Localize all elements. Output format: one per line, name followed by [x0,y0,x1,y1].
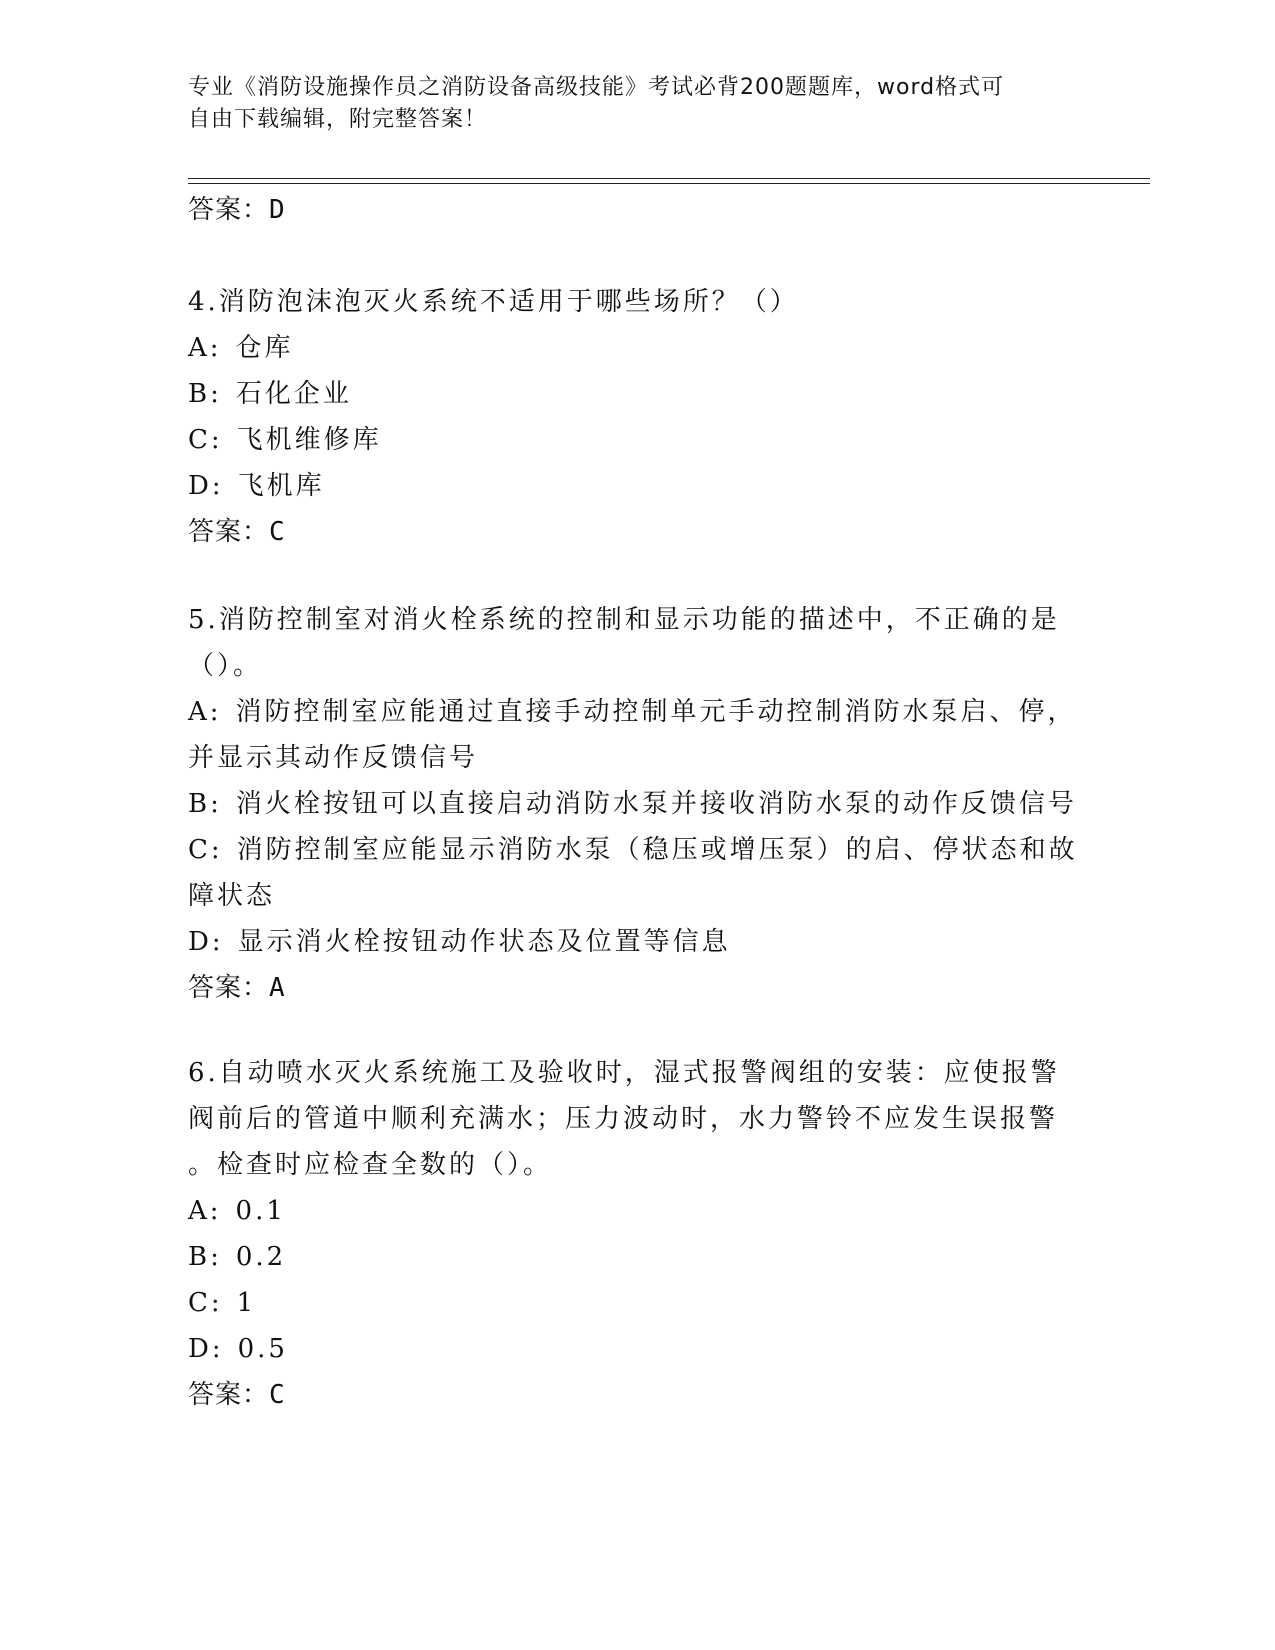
option-text: 0.2 [235,1242,287,1272]
question-stem-line-1: 6.自动喷水灭火系统施工及验收时，湿式报警阀组的安装：应使报警 [188,1058,1060,1088]
option-key: A: [188,1196,222,1226]
answer-label: 答案： [188,517,270,547]
answer [188,509,1088,555]
question-4 [188,279,1088,555]
answer-label: 答案： [188,1380,270,1410]
question-5 [188,597,1088,1011]
option-c [188,417,1088,463]
option-text: 飞机维修库 [236,425,382,455]
option-a [188,1188,1088,1234]
option-b [188,371,1088,417]
option-d [188,463,1088,509]
option-d [188,1326,1088,1372]
answer-label: 答案： [188,195,270,225]
document-header [188,72,1068,136]
question-stem-line-2: 阀前后的管道中顺利充满水；压力波动时，水力警铃不应发生误报警 [188,1104,1059,1134]
option-key: B: [188,789,222,819]
header-divider-top [188,178,1150,179]
option-text: 消防控制室应能显示消防水泵（稳压或增压泵）的启、停状态和故 [236,835,1078,865]
option-b [188,1234,1088,1280]
option-d [188,919,1088,965]
answer-value: C [269,517,286,547]
option-a [188,689,1088,735]
question-stem: 4.消防泡沫泡灭火系统不适用于哪些场所？（） [188,287,799,317]
option-b [188,781,1088,827]
question-6 [188,1050,1088,1418]
option-key: A: [188,697,222,727]
question-stem-line-1: 5.消防控制室对消火栓系统的控制和显示功能的描述中，不正确的是 [188,605,1060,635]
option-key: D: [188,471,224,501]
answer-label: 答案： [188,973,270,1003]
option-key: D: [188,927,224,957]
option-text: 消火栓按钮可以直接启动消防水泵并接收消防水泵的动作反馈信号 [235,789,1077,819]
option-key: C: [188,1288,223,1318]
option-text: 0.1 [235,1196,286,1226]
option-text: 石化企业 [235,379,352,409]
question-stem-line-2: （）。 [188,651,263,681]
option-text: 飞机库 [237,471,325,501]
option-c [188,1280,1088,1326]
option-text: 仓库 [235,333,294,363]
option-text: 1 [236,1288,257,1318]
answer-value: A [269,973,286,1003]
answer-value: D [269,195,286,225]
option-key: B: [188,379,222,409]
option-a [188,325,1088,371]
answer [188,1372,1088,1418]
previous-answer [188,193,286,227]
option-c-continued: 障状态 [188,881,276,911]
option-text: 消防控制室应能通过直接手动控制单元手动控制消防水泵启、停， [235,697,1077,727]
option-c [188,827,1088,873]
question-stem-line-3: 。检查时应检查全数的（）。 [188,1150,553,1180]
answer [188,965,1088,1011]
option-a-continued: 并显示其动作反馈信号 [188,743,479,773]
answer-value: C [269,1380,286,1410]
option-text: 显示消火栓按钮动作状态及位置等信息 [237,927,731,957]
option-key: D: [188,1334,224,1364]
option-key: C: [188,835,223,865]
option-key: C: [188,425,223,455]
header-line-1: 专业《消防设施操作员之消防设备高级技能》考试必背200题题库，word格式可 [188,75,1005,100]
option-key: A: [188,333,222,363]
header-divider-bottom [188,183,1150,184]
option-key: B: [188,1242,222,1272]
header-line-2: 自由下载编辑，附完整答案！ [188,107,488,132]
option-text: 0.5 [237,1334,288,1364]
